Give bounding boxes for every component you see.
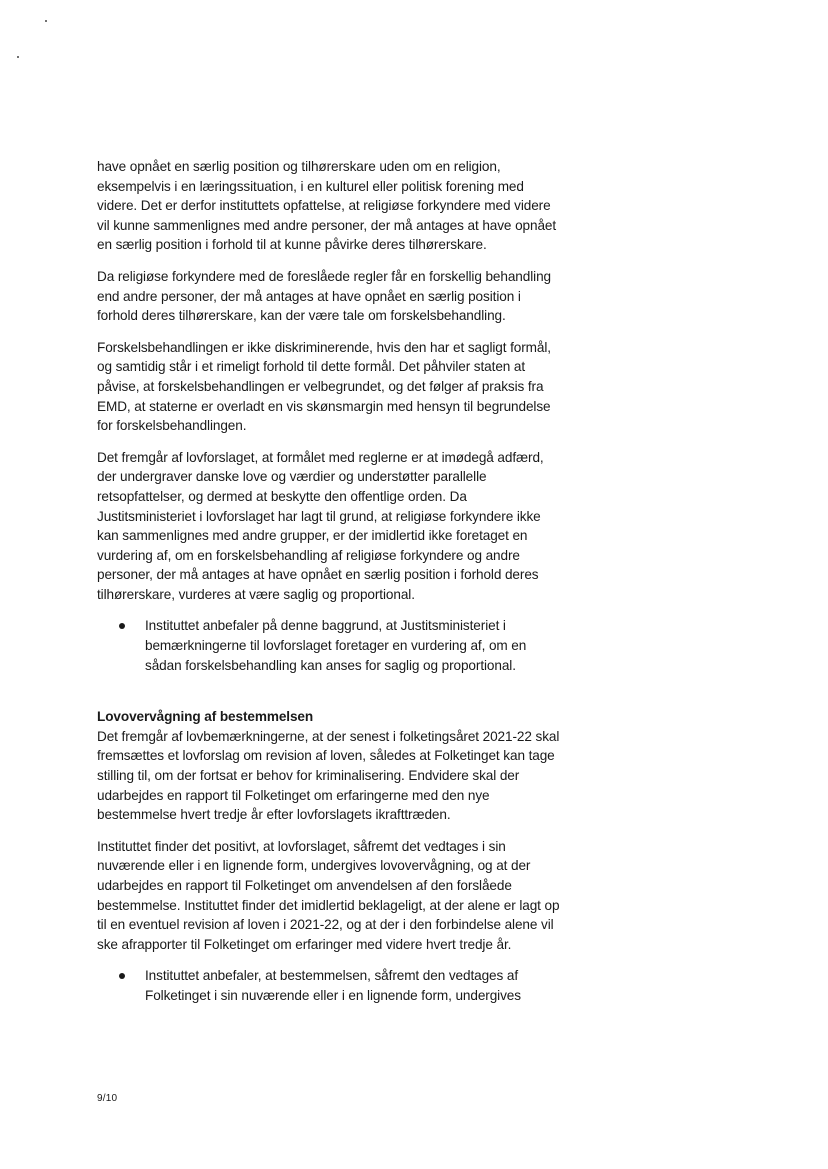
recommendation-text: Instituttet anbefaler, at bestemmelsen, såfremt den vedtages af Folketinget i sin nuværende eller i en lignende form, undergives xyxy=(145,968,521,1003)
bullet-icon xyxy=(119,623,125,629)
body-paragraph: Det fremgår af lovforslaget, at formålet med reglerne er at imødegå adfærd, der undergraver danske love og værdier og understøtter parallelle retsopfattelser, og dermed at beskytte den offentlige orden. Da Justitsministeriet i lovforslaget har lagt til grund, at religiøse forkyndere ikke kan sammenlignes med andre grupper, er der imidlertid ikke foretaget en vurdering af, om en forskelsbehandling af religiøse forkyndere og andre personer, der må antages at have opnået en særlig position i forhold deres tilhørerskare, vurderes at være saglig og proportional. xyxy=(97,449,544,602)
recommendation-item xyxy=(97,616,565,675)
body-paragraph: have opnået en særlig position og tilhørerskare uden om en religion, eksempelvis i en læringssituation, i en kulturel eller politisk forening med videre. Det er derfor instituttets opfattelse, at religiøse forkyndere med videre vil kunne sammenlignes med andre personer, der må antages at have opnået en særlig position i forhold til at kunne påvirke deres tilhørerskare. xyxy=(97,159,557,253)
body-paragraph: Da religiøse forkyndere med de foreslåede regler får en forskellig behandling end andre personer, der må antages at have opnået en særlig position i forhold deres tilhørerskare, kan der være tale om forskelsbehandling. xyxy=(97,268,551,324)
section-heading: Lovovervågning af bestemmelsen xyxy=(97,709,314,725)
body-paragraph: Forskelsbehandlingen er ikke diskriminerende, hvis den har et sagligt formål, og samtidig står i et rimeligt forhold til dette formål. Det påhviler staten at påvise, at forskelsbehandlingen er velbegrundet, og det følger af praksis fra EMD, at staterne er overladt en vis skønsmargin med hensyn til begrundelse for forskelsbehandlingen. xyxy=(97,339,551,434)
scan-artifact-mark xyxy=(45,20,47,22)
recommendation-list xyxy=(97,966,565,1005)
recommendation-text: Instituttet anbefaler på denne baggrund, at Justitsministeriet i bemærkningerne til lovforslaget foretager en vurdering af, om en sådan forskelsbehandling kan anses for saglig og proportional. xyxy=(145,618,527,673)
scan-artifact-mark xyxy=(17,56,19,58)
recommendation-item xyxy=(97,966,565,1005)
bullet-icon xyxy=(119,973,125,979)
body-paragraph: Instituttet finder det positivt, at lovforslaget, såfremt det vedtages i sin nuværende eller i en lignende form, undergives lovovervågning, og at der udarbejdes en rapport til Folketinget om anvendelsen af den forslåede bestemmelse. Instituttet finder det imidlertid beklageligt, at der alene er lagt op til en eventuel revision af loven i 2021-22, og at der i den forbindelse alene vil ske afrapporter til Folketinget om erfaringer med videre hvert tredje år. xyxy=(97,838,560,952)
document-body xyxy=(97,157,565,1018)
recommendation-list xyxy=(97,616,565,675)
page-number: 9/10 xyxy=(97,1093,118,1104)
body-paragraph: Det fremgår af lovbemærkningerne, at der senest i folketingsåret 2021-22 skal fremsættes et lovforslag om revision af loven, således at Folketinget kan tage stilling til, om der fortsat er behov for kriminalisering. Endvidere skal der udarbejdes en rapport til Folketinget om erfaringerne med den nye bestemmelse hvert tredje år efter lovforslagets ikrafttræden. xyxy=(97,728,560,823)
